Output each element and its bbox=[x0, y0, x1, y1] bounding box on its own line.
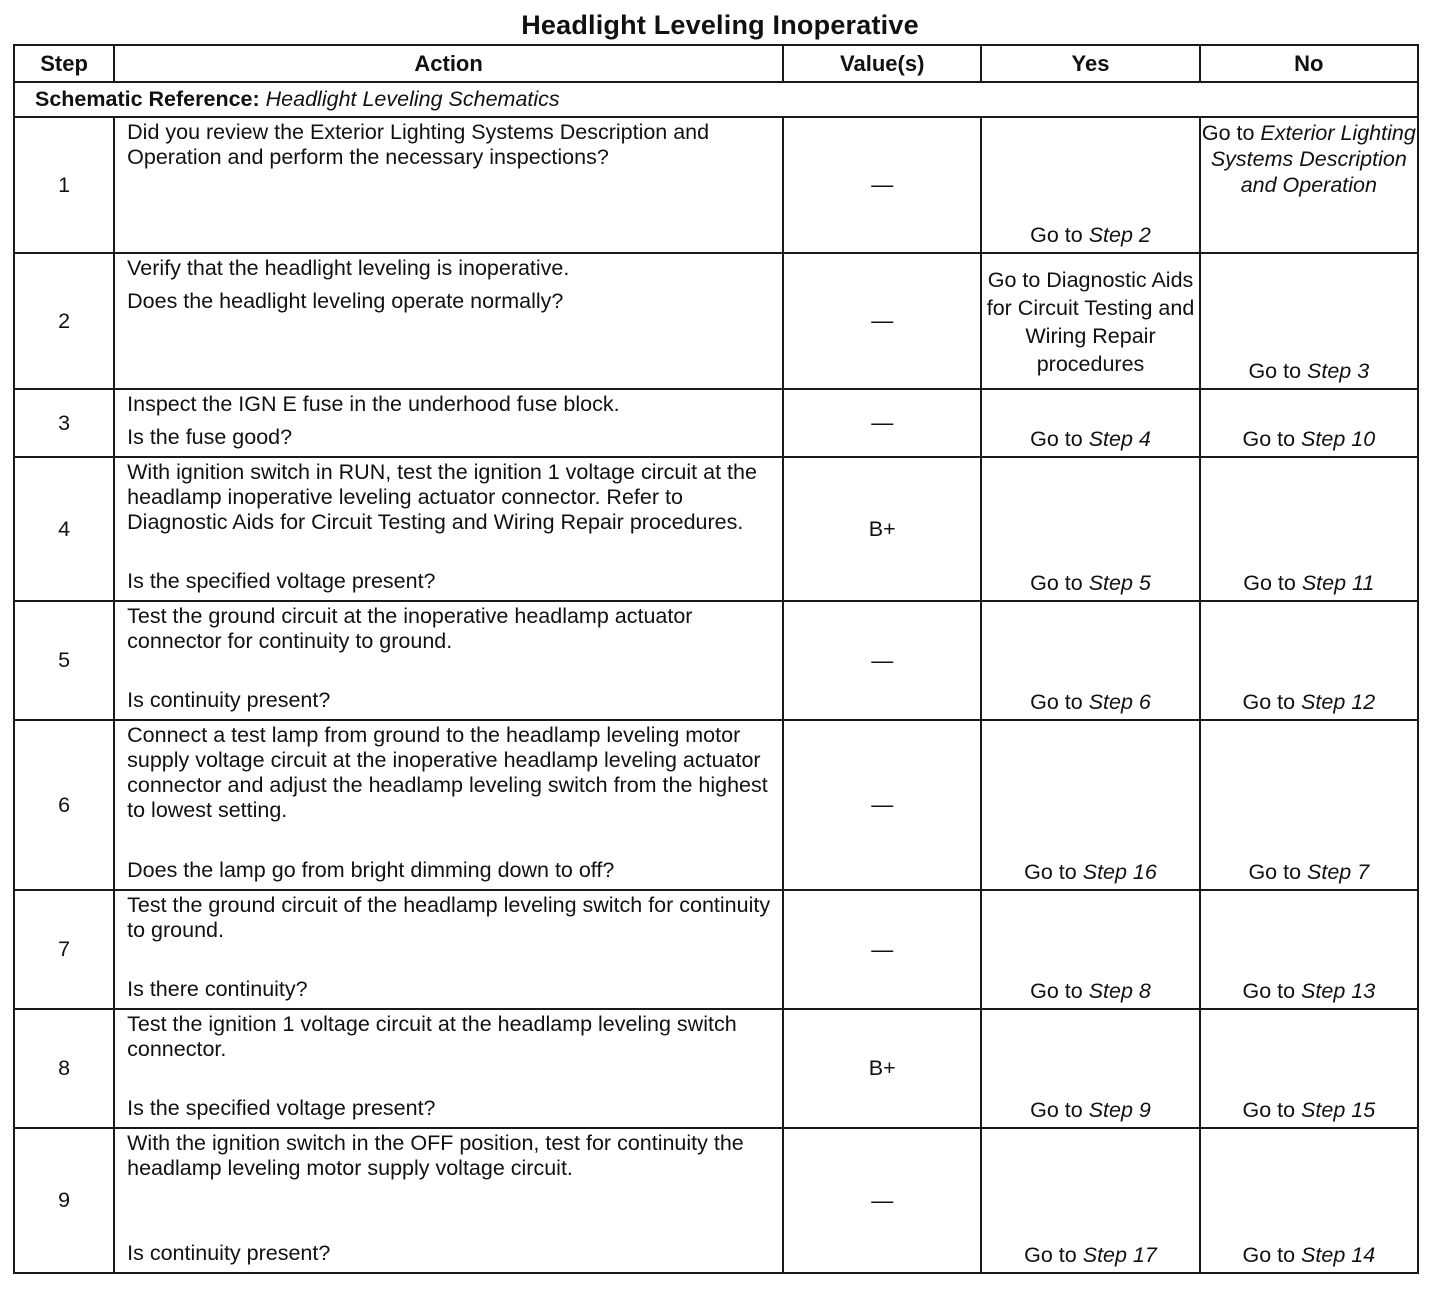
step-number: 1 bbox=[14, 117, 114, 253]
schematic-reference-row bbox=[14, 82, 1418, 117]
action-cell bbox=[114, 117, 783, 253]
value-cell: — bbox=[783, 720, 981, 890]
action-cell bbox=[114, 720, 783, 890]
yes-cell[interactable]: Go to Step 17 bbox=[981, 1128, 1199, 1273]
action-cell bbox=[114, 457, 783, 601]
column-header-action: Action bbox=[114, 45, 783, 82]
page-title: Headlight Leveling Inoperative bbox=[521, 10, 919, 40]
action-text: Inspect the IGN E fuse in the underhood fuse block. bbox=[127, 392, 620, 416]
action-text: Test the ignition 1 voltage circuit at the headlamp leveling switch connector. bbox=[127, 1012, 737, 1061]
action-question: Is there continuity? bbox=[127, 977, 308, 1001]
table-row bbox=[14, 601, 1418, 720]
table-row bbox=[14, 1128, 1418, 1273]
action-question: Is the specified voltage present? bbox=[127, 569, 436, 593]
yes-cell[interactable]: Go to Step 5 bbox=[981, 457, 1199, 601]
step-number: 2 bbox=[14, 253, 114, 389]
step-number: 6 bbox=[14, 720, 114, 890]
yes-step-ref[interactable]: Step 4 bbox=[1088, 427, 1151, 451]
value-cell: — bbox=[783, 389, 981, 457]
step-number: 8 bbox=[14, 1009, 114, 1128]
action-cell bbox=[114, 253, 783, 389]
action-text: Test the ground circuit of the headlamp leveling switch for continuity to ground. bbox=[127, 893, 771, 942]
no-step-ref[interactable]: Step 14 bbox=[1301, 1243, 1376, 1267]
step-number: 3 bbox=[14, 389, 114, 457]
action-cell bbox=[114, 890, 783, 1009]
value-cell: — bbox=[783, 117, 981, 253]
table-row bbox=[14, 890, 1418, 1009]
action-text: With ignition switch in RUN, test the ignition 1 voltage circuit at the headlamp inoperative leveling actuator connector. Refer to Diagnostic Aids for Circuit Testing and Wiring Repair procedures. bbox=[127, 460, 757, 534]
action-question: Does the headlight leveling operate normally? bbox=[127, 289, 564, 313]
step-number: 9 bbox=[14, 1128, 114, 1273]
yes-cell[interactable]: Go to Step 2 bbox=[981, 117, 1199, 253]
action-cell bbox=[114, 601, 783, 720]
action-question: Is the fuse good? bbox=[127, 425, 293, 449]
schematic-reference-label: Schematic Reference: bbox=[35, 87, 260, 111]
no-step-ref[interactable]: Step 15 bbox=[1301, 1098, 1376, 1122]
action-text: Did you review the Exterior Lighting Systems Description and Operation and perform the necessary inspections? bbox=[127, 120, 710, 169]
table-row bbox=[14, 720, 1418, 890]
table-row bbox=[14, 457, 1418, 601]
yes-cell[interactable]: Go to Step 6 bbox=[981, 601, 1199, 720]
value-cell: — bbox=[783, 601, 981, 720]
column-header-yes: Yes bbox=[981, 45, 1199, 82]
no-cell[interactable]: Go to Step 3 bbox=[1200, 253, 1418, 389]
value-cell: — bbox=[783, 890, 981, 1009]
step-number: 7 bbox=[14, 890, 114, 1009]
action-question: Does the lamp go from bright dimming down to off? bbox=[127, 858, 615, 882]
yes-cell[interactable]: Go to Step 8 bbox=[981, 890, 1199, 1009]
no-step-ref[interactable]: Exterior Lighting Systems Description and Operation bbox=[1210, 121, 1416, 197]
yes-step-ref[interactable]: Step 9 bbox=[1088, 1098, 1151, 1122]
column-header-values: Value(s) bbox=[783, 45, 981, 82]
action-cell bbox=[114, 1009, 783, 1128]
diagnostic-table bbox=[13, 44, 1419, 1274]
column-header-no: No bbox=[1200, 45, 1418, 82]
table-row bbox=[14, 1009, 1418, 1128]
step-number: 4 bbox=[14, 457, 114, 601]
no-cell[interactable]: Go to Step 14 bbox=[1200, 1128, 1418, 1273]
action-question: Is the specified voltage present? bbox=[127, 1096, 436, 1120]
table-row bbox=[14, 253, 1418, 389]
no-cell[interactable]: Go to Step 7 bbox=[1200, 720, 1418, 890]
no-step-ref[interactable]: Step 10 bbox=[1301, 427, 1376, 451]
no-cell[interactable]: Go to Step 11 bbox=[1200, 457, 1418, 601]
yes-text[interactable]: Go to Diagnostic Aids for Circuit Testing and Wiring Repair procedures bbox=[986, 268, 1195, 376]
value-cell: — bbox=[783, 253, 981, 389]
yes-step-ref[interactable]: Step 2 bbox=[1088, 223, 1151, 247]
action-cell bbox=[114, 1128, 783, 1273]
yes-cell[interactable]: Go to Step 9 bbox=[981, 1009, 1199, 1128]
action-text: Connect a test lamp from ground to the headlamp leveling motor supply voltage circuit at the inoperative headlamp leveling actuator connector and adjust the headlamp leveling switch from the highest to lowest setting. bbox=[127, 723, 768, 822]
yes-step-ref[interactable]: Step 8 bbox=[1088, 979, 1151, 1003]
no-cell[interactable]: Go to Step 15 bbox=[1200, 1009, 1418, 1128]
action-question: Is continuity present? bbox=[127, 1241, 331, 1265]
no-step-ref[interactable]: Step 13 bbox=[1301, 979, 1376, 1003]
schematic-reference bbox=[14, 82, 1418, 117]
value-cell: B+ bbox=[783, 1009, 981, 1128]
no-step-ref[interactable]: Step 3 bbox=[1307, 359, 1370, 383]
action-cell bbox=[114, 389, 783, 457]
value-cell: B+ bbox=[783, 457, 981, 601]
action-text: Test the ground circuit at the inoperative headlamp actuator connector for continuity to ground. bbox=[127, 604, 693, 653]
no-cell[interactable]: Go to Step 10 bbox=[1200, 389, 1418, 457]
header-row bbox=[14, 45, 1418, 82]
action-text: With the ignition switch in the OFF position, test for continuity the headlamp leveling motor supply voltage circuit. bbox=[127, 1131, 744, 1180]
yes-cell[interactable] bbox=[981, 253, 1199, 389]
yes-step-ref[interactable]: Step 6 bbox=[1088, 690, 1151, 714]
schematic-reference-link[interactable]: Headlight Leveling Schematics bbox=[265, 87, 560, 111]
no-cell[interactable]: Go to Step 12 bbox=[1200, 601, 1418, 720]
value-cell: — bbox=[783, 1128, 981, 1273]
yes-step-ref[interactable]: Step 16 bbox=[1082, 860, 1157, 884]
table-row bbox=[14, 389, 1418, 457]
table-row bbox=[14, 117, 1418, 253]
yes-cell[interactable]: Go to Step 4 bbox=[981, 389, 1199, 457]
column-header-step: Step bbox=[14, 45, 114, 82]
step-number: 5 bbox=[14, 601, 114, 720]
yes-step-ref[interactable]: Step 17 bbox=[1082, 1243, 1157, 1267]
yes-cell[interactable]: Go to Step 16 bbox=[981, 720, 1199, 890]
no-step-ref[interactable]: Step 11 bbox=[1301, 571, 1375, 595]
no-step-ref[interactable]: Step 12 bbox=[1301, 690, 1376, 714]
no-cell[interactable]: Go to Step 13 bbox=[1200, 890, 1418, 1009]
yes-step-ref[interactable]: Step 5 bbox=[1088, 571, 1151, 595]
no-step-ref[interactable]: Step 7 bbox=[1307, 860, 1370, 884]
no-cell[interactable]: Go to Exterior Lighting Systems Description and Operation bbox=[1200, 117, 1418, 253]
action-text: Verify that the headlight leveling is inoperative. bbox=[127, 256, 570, 280]
action-question: Is continuity present? bbox=[127, 688, 331, 712]
